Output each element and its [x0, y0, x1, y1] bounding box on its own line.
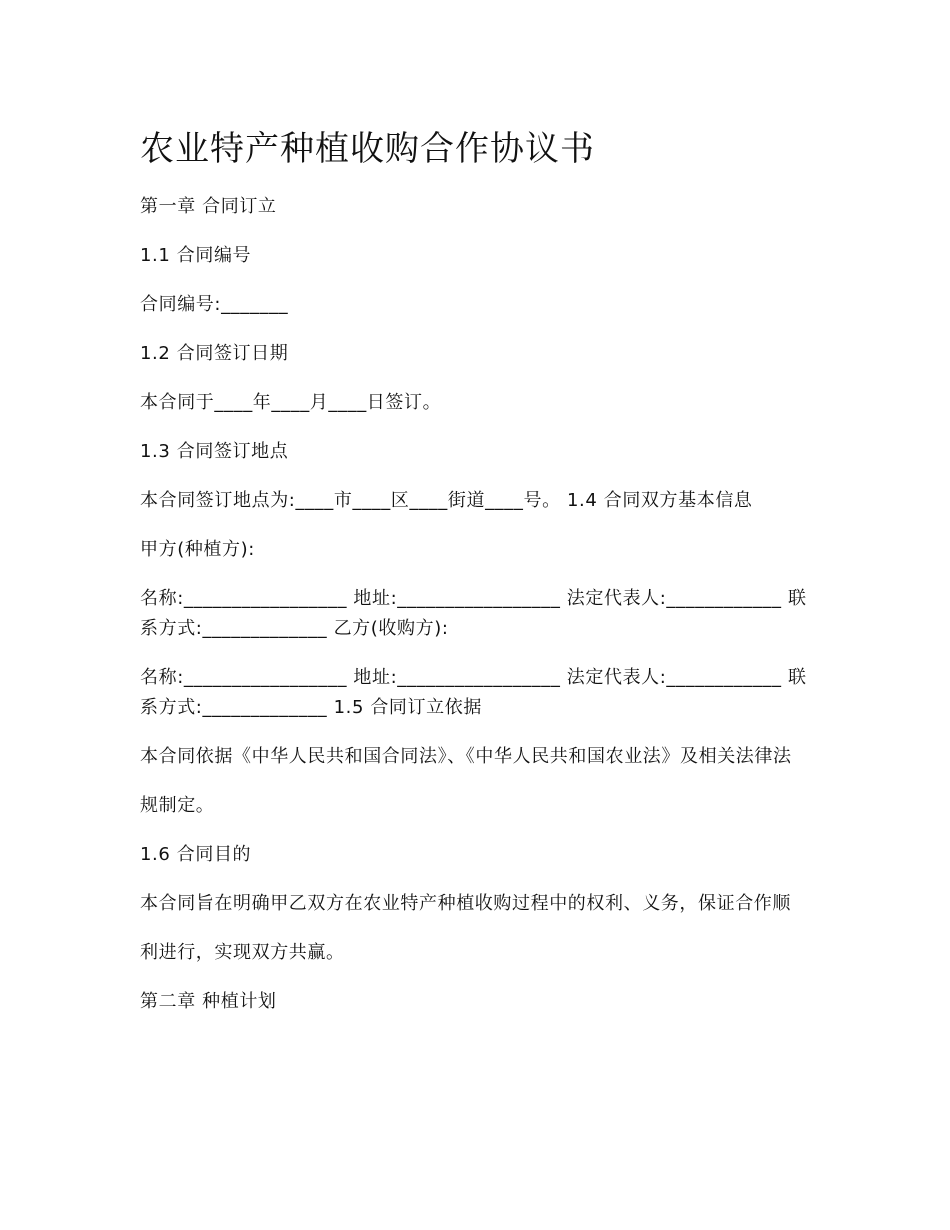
signing-date-line: 本合同于____年____月____日签订。 — [140, 392, 442, 413]
purpose-line-1: 本合同旨在明确甲乙双方在农业特产种植收购过程中的权利、义务，保证合作顺 — [140, 893, 791, 914]
legal-basis-line-1: 本合同依据《中华人民共和国合同法》、《中华人民共和国农业法》及相关法律法 — [140, 746, 792, 767]
document-title: 农业特产种植收购合作协议书 — [140, 129, 595, 169]
chapter-heading-1: 第一章 合同订立 — [140, 196, 277, 217]
party-a-heading: 甲方(种植方): — [140, 539, 255, 560]
contract-number-line: 合同编号:_______ — [140, 294, 289, 315]
purpose-line-2: 利进行，实现双方共赢。 — [140, 942, 345, 963]
legal-basis-line-2: 规制定。 — [140, 795, 215, 816]
signing-location-line: 本合同签订地点为:____市____区____街道____号。 1.4 合同双方基本信息 — [140, 490, 753, 511]
party-b-info: 名称:_________________ 地址:_________________ 法定代表人:____________ 联系方式:_____________ 1.5 合同订立依据 — [140, 667, 807, 718]
chapter-heading-2: 第二章 种植计划 — [140, 991, 277, 1012]
document-page — [140, 124, 820, 1036]
party-a-info: 名称:_________________ 地址:_________________ 法定代表人:____________ 联系方式:_____________ 乙方(收购方): — [140, 588, 807, 639]
section-heading-1-1: 1.1 合同编号 — [140, 245, 252, 266]
section-heading-1-6: 1.6 合同目的 — [140, 844, 252, 865]
section-heading-1-3: 1.3 合同签订地点 — [140, 441, 289, 462]
section-heading-1-2: 1.2 合同签订日期 — [140, 343, 289, 364]
